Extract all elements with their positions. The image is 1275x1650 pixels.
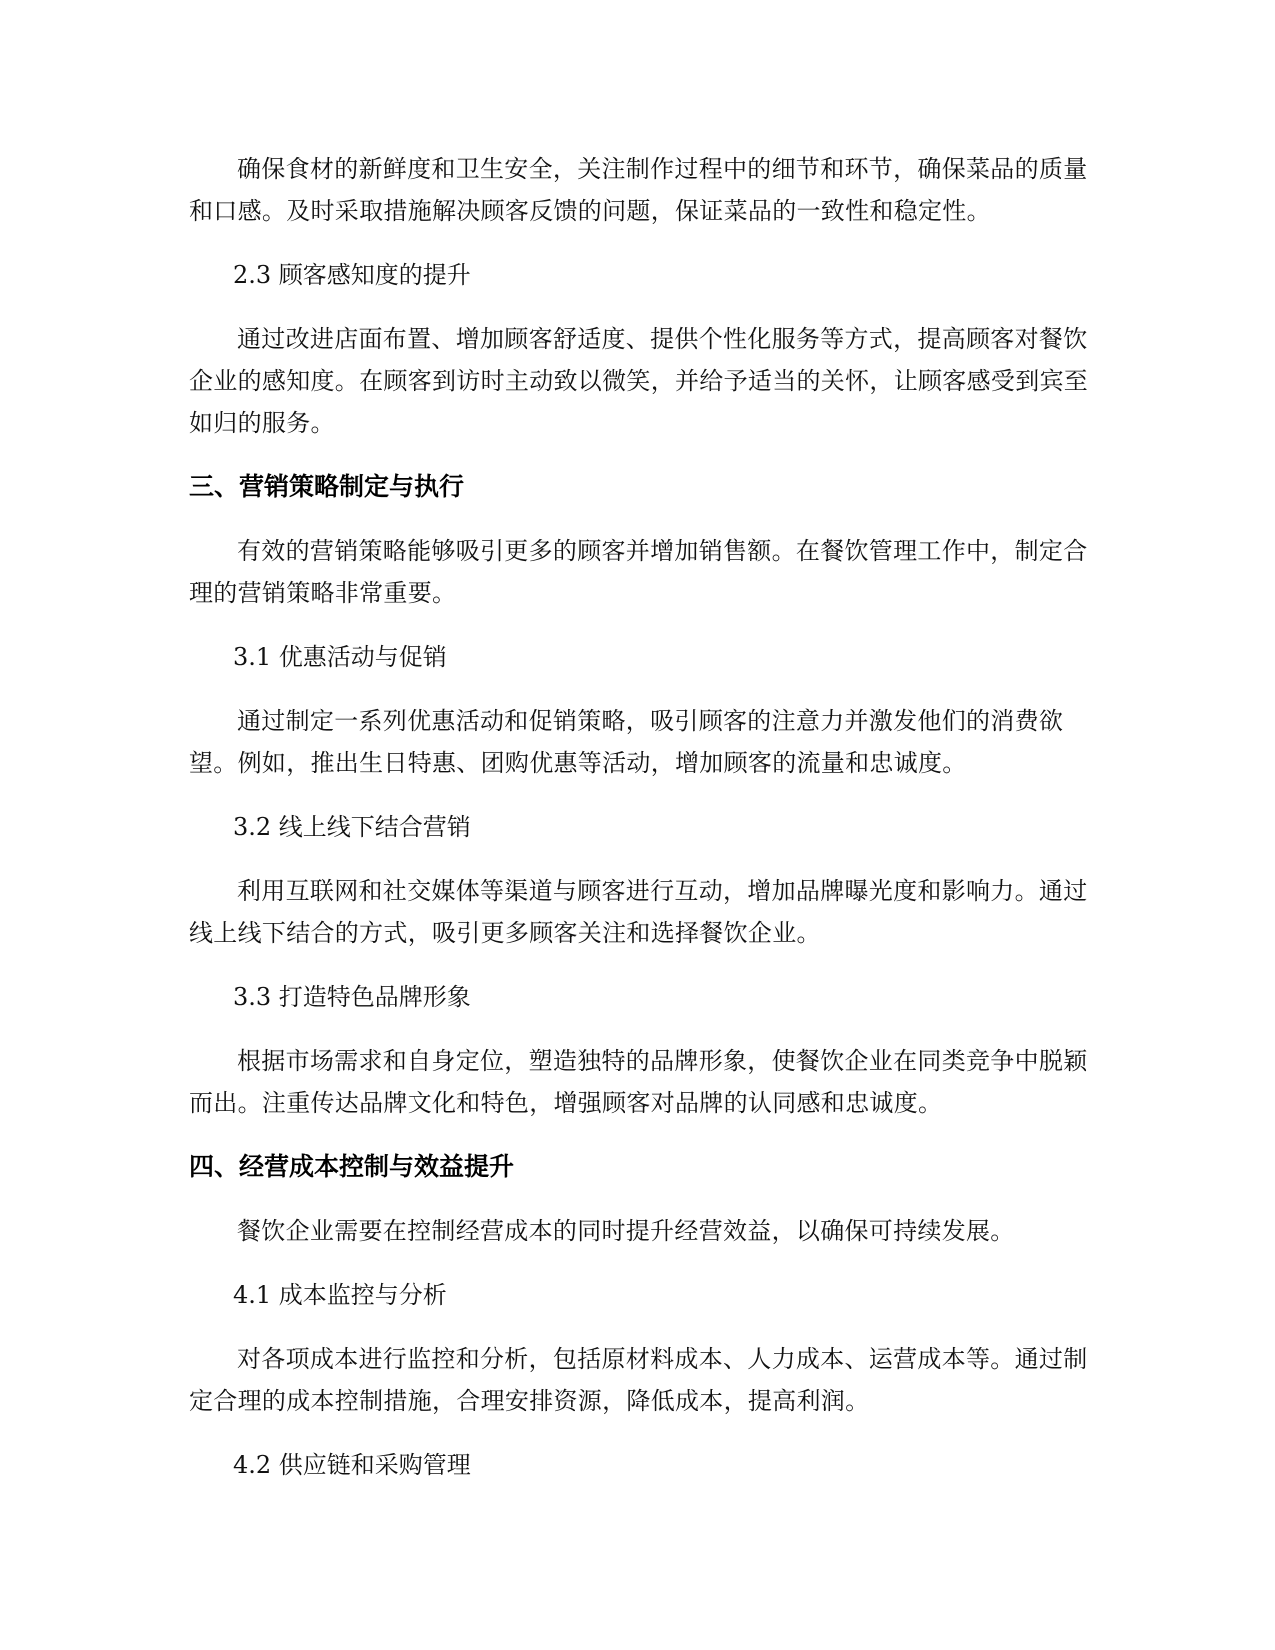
paragraph-promotions: 通过制定一系列优惠活动和促销策略，吸引顾客的注意力并激发他们的消费欲望。例如，推出生日特惠、团购优惠等活动，增加顾客的流量和忠诚度。 <box>189 707 1064 777</box>
subheading-2-3: 2.3 顾客感知度的提升 <box>233 261 471 289</box>
subheading-3-2: 3.2 线上线下结合营销 <box>233 813 471 841</box>
paragraph-food-safety: 确保食材的新鲜度和卫生安全，关注制作过程中的细节和环节，确保菜品的质量和口感。及时采取措施解决顾客反馈的问题，保证菜品的一致性和稳定性。 <box>189 155 1088 225</box>
paragraph-online-offline: 利用互联网和社交媒体等渠道与顾客进行互动，增加品牌曝光度和影响力。通过线上线下结合的方式，吸引更多顾客关注和选择餐饮企业。 <box>189 877 1088 947</box>
subheading-4-2: 4.2 供应链和采购管理 <box>233 1451 471 1479</box>
paragraph-marketing-intro: 有效的营销策略能够吸引更多的顾客并增加销售额。在餐饮管理工作中，制定合理的营销策略非常重要。 <box>189 537 1088 607</box>
document-body <box>189 148 1089 1508</box>
paragraph-cost-monitoring: 对各项成本进行监控和分析，包括原材料成本、人力成本、运营成本等。通过制定合理的成本控制措施，合理安排资源，降低成本，提高利润。 <box>189 1345 1088 1415</box>
subheading-4-1: 4.1 成本监控与分析 <box>233 1281 447 1309</box>
heading-section-3: 三、营销策略制定与执行 <box>189 472 465 501</box>
paragraph-customer-perception: 通过改进店面布置、增加顾客舒适度、提供个性化服务等方式，提高顾客对餐饮企业的感知度。在顾客到访时主动致以微笑，并给予适当的关怀，让顾客感受到宾至如归的服务。 <box>189 325 1089 437</box>
paragraph-cost-intro: 餐饮企业需要在控制经营成本的同时提升经营效益，以确保可持续发展。 <box>237 1217 1015 1245</box>
subheading-3-3: 3.3 打造特色品牌形象 <box>233 983 471 1011</box>
heading-section-4: 四、经营成本控制与效益提升 <box>189 1152 515 1181</box>
paragraph-brand-image: 根据市场需求和自身定位，塑造独特的品牌形象，使餐饮企业在同类竞争中脱颖而出。注重传达品牌文化和特色，增强顾客对品牌的认同感和忠诚度。 <box>189 1047 1088 1117</box>
subheading-3-1: 3.1 优惠活动与促销 <box>233 643 447 671</box>
